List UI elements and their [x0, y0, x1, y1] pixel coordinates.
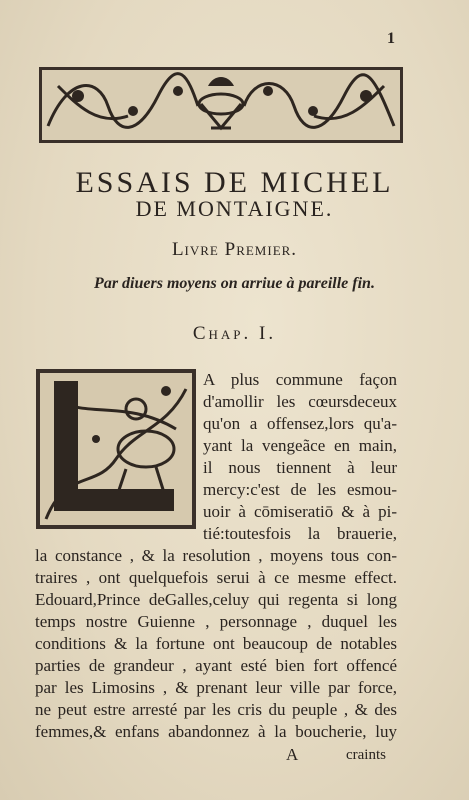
- decorated-initial-l: [36, 369, 196, 529]
- chapter-title: Par diuers moyens on arriue à pareille fin.: [94, 275, 375, 292]
- body-line: uoir à cōmiseratiō & à pi-: [203, 502, 397, 521]
- body-line: tié:toutesfois la brauerie,: [203, 524, 397, 543]
- signature-mark: A: [286, 745, 299, 764]
- chapter-number: Chap. I.: [192, 323, 277, 344]
- body-line: temps nostre Guienne , personnage , duquel les: [35, 612, 397, 631]
- body-line: la constance , & la resolution , moyens tous con-: [35, 546, 397, 565]
- body-line: conditions & la fortune ont beaucoup de notables: [35, 634, 397, 653]
- work-title-line-2: DE MONTAIGNE.: [135, 196, 334, 221]
- body-line: yant la vengeãce en main,: [203, 436, 397, 455]
- headpiece-ornament: [38, 66, 404, 144]
- catchword: craints: [346, 747, 386, 763]
- body-line: A plus commune façon: [203, 370, 397, 389]
- body-line: femmes,& enfans abandonnez à la boucherie, luy: [35, 722, 397, 741]
- body-line: parties de grandeur , ayant esté bien fort offencé: [35, 656, 397, 675]
- body-line: ne peut estre arresté par les cris du peuple , & des: [35, 700, 397, 719]
- body-line: d'amollir les cœursdeceux: [203, 392, 397, 411]
- body-line: il nous tiennent à leur: [203, 458, 397, 477]
- body-line: mercy:c'est de les esmou-: [203, 480, 397, 499]
- page-number: 1: [387, 30, 395, 47]
- body-line: traires , ont quelquefois serui à ce mesme effect.: [35, 568, 397, 587]
- body-line: Edouard,Prince deGalles,celuy qui regenta si long: [35, 590, 397, 609]
- body-line: qu'on a offensez,lors qu'a-: [203, 414, 397, 433]
- work-title-line-1: ESSAIS DE MICHEL: [75, 166, 394, 199]
- body-line: par les Limosins , & prenant leur ville par force,: [35, 678, 397, 697]
- book-heading: Livre Premier.: [171, 239, 298, 260]
